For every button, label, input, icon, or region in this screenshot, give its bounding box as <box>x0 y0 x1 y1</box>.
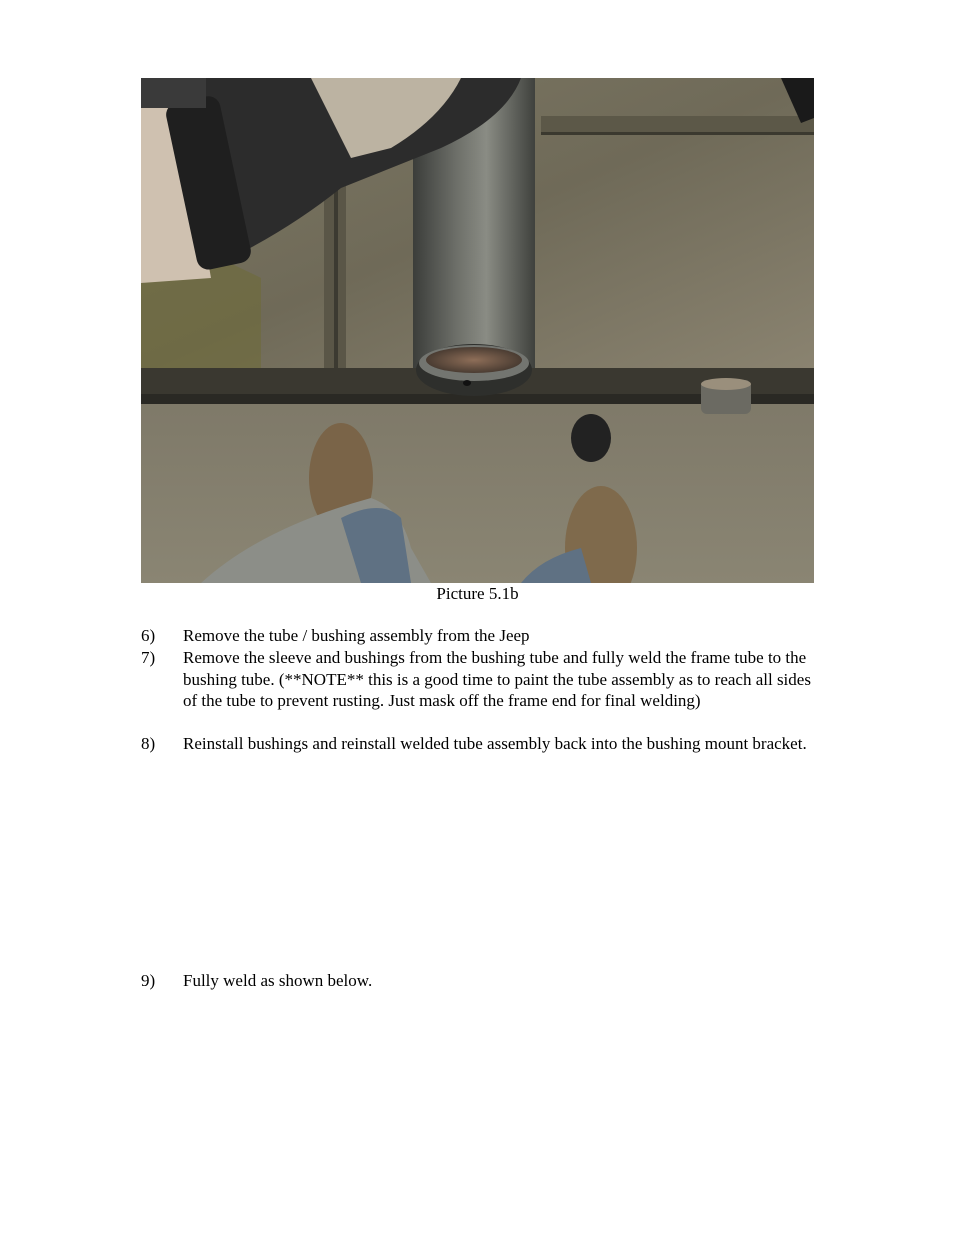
step-text: Fully weld as shown below. <box>183 971 373 990</box>
step-number: 6) <box>141 626 156 645</box>
step-text: Remove the sleeve and bushings from the bushing tube and fully weld the frame tube to the bushing tube. (**NOTE** this is a good time to paint the tube assembly as to reach all sides of the tube to prevent rusting. Just mask off the frame end for final welding) <box>183 648 811 710</box>
step-6 <box>141 625 821 647</box>
step-text: Remove the tube / bushing assembly from the Jeep <box>183 626 530 645</box>
figure-caption: Picture 5.1b <box>436 584 519 603</box>
step-number: 8) <box>141 734 156 753</box>
step-number: 9) <box>141 971 156 990</box>
step-8 <box>141 733 821 755</box>
step-7 <box>141 647 821 712</box>
photo-tube-bushing-assembly <box>141 78 814 583</box>
step-text: Reinstall bushings and reinstall welded tube assembly back into the bushing mount bracket. <box>183 734 807 753</box>
step-number: 7) <box>141 648 156 667</box>
step-9 <box>141 970 821 992</box>
